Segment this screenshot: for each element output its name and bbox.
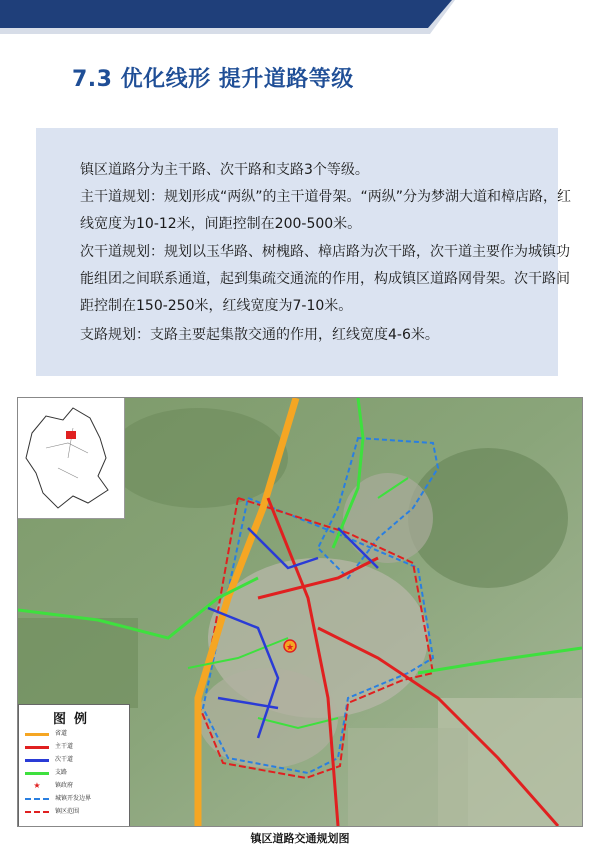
map-legend xyxy=(18,704,130,827)
legend-label: 支路 xyxy=(55,769,68,776)
paragraph-road-levels: 镇区道路分为主干路、次干路和支路3个等级。 xyxy=(80,162,369,178)
top-banner xyxy=(0,0,600,34)
legend-label: 城镇开发边界 xyxy=(55,795,92,802)
legend-title: 图例 xyxy=(52,712,95,727)
paragraph-main-road: 主干道规划：规划形成“两纵”的主干道骨架。“两纵”分为梦湖大道和樟店路，红线宽度为10-12米，间距控制在200-500米。 xyxy=(80,189,572,232)
figure-caption: 镇区道路交通规划图 xyxy=(250,832,350,845)
text-box xyxy=(36,128,572,376)
section-heading: 7.3 优化线形 提升道路等级 xyxy=(72,67,354,92)
legend-swatch xyxy=(25,733,49,736)
legend-item xyxy=(25,755,125,765)
legend-item xyxy=(25,794,125,804)
legend-swatch xyxy=(25,772,49,775)
legend-label: 主干道 xyxy=(55,743,74,750)
legend-item xyxy=(25,781,125,791)
legend-swatch: ★ xyxy=(33,781,41,790)
legend-swatch xyxy=(25,798,49,800)
legend-item xyxy=(25,768,125,778)
legend-item xyxy=(25,729,125,739)
legend-label: 省道 xyxy=(55,730,68,737)
legend-item xyxy=(25,742,125,752)
legend-swatch xyxy=(25,811,49,813)
road-plan-map xyxy=(17,397,583,827)
paragraph-secondary-road: 次干道规划：规划以玉华路、树槐路、樟店路为次干路，次干道主要作为城镇功能组团之间联系通道，起到集疏交通流的作用，构成镇区道路网骨架。次干路间距控制在150-250米，红线宽度为7-10米。 xyxy=(80,244,570,314)
legend-swatch xyxy=(25,746,49,749)
location-inset-map xyxy=(18,398,125,519)
svg-text:★: ★ xyxy=(286,643,295,653)
legend-label: 镇区范围 xyxy=(55,808,80,815)
legend-swatch xyxy=(25,759,49,762)
legend-label: 次干道 xyxy=(55,756,74,763)
legend-label: 镇政府 xyxy=(55,782,74,789)
legend-item xyxy=(25,807,125,817)
paragraph-branch-road: 支路规划：支路主要起集散交通的作用，红线宽度4-6米。 xyxy=(80,327,439,343)
